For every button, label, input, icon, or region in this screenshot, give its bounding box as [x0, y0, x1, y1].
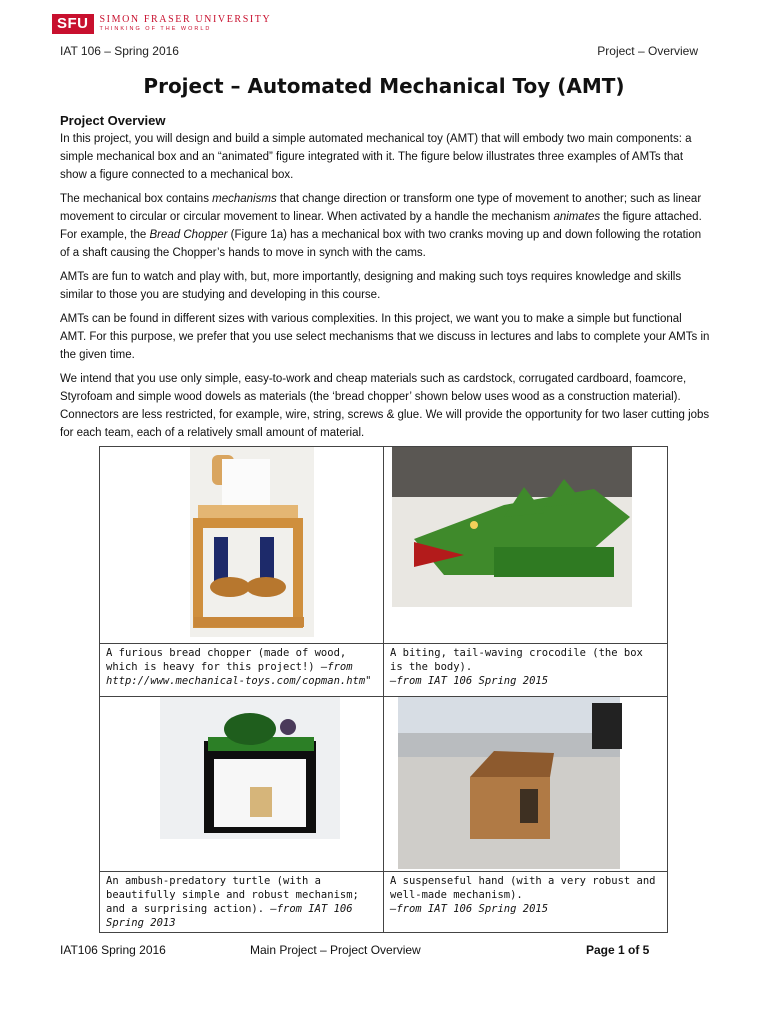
figure-cell-turtle: [100, 697, 384, 872]
footer-title: Main Project – Project Overview: [250, 943, 421, 957]
caption-source: –from IAT 106 Spring 2015: [390, 675, 549, 687]
caption-bread-chopper: [100, 644, 384, 697]
paragraph-intro: In this project, you will design and build a simple automated mechanical toy (AMT) that will embody two main components: a simple mechanical box and an “animated” figure integrated with it. The figure below illustrates three examples of AMTs that show a figure connected to a mechanical box.: [60, 133, 692, 181]
figure-cell-bread-chopper: [100, 447, 384, 644]
crocodile-photo: [384, 447, 667, 643]
turtle-photo: [100, 697, 383, 871]
sfu-logo: [52, 14, 271, 34]
logo-mark-text: SFU: [57, 15, 89, 32]
bread-chopper-photo: [100, 447, 383, 643]
paragraph-materials: We intend that you use only simple, easy-to-work and cheap materials such as cardstock, corrugated cardboard, foamcore, Styrofoam and simple wood dowels as materials (the ‘bread chopper’ shown below uses wood as a construction material). Connectors are less restricted, for example, wire, string, screws & glue. We will provide the opportunity for two laser cutting jobs for each team, each of a relatively small amount of material.: [60, 373, 710, 439]
paragraph-mechanism: [60, 190, 710, 262]
caption-text: An ambush-predatory turtle (with a beautifully simple and robust mechanism; and a surprising action).: [106, 875, 359, 915]
mech-text-d: (Figure 1a) has a mechanical box with two cranks moving up and down following the rotation of a shaft causing the Chopper’s hands to move in synch with the cams.: [60, 229, 702, 259]
figure-cell-hand: [384, 697, 668, 872]
section-heading: Project Overview: [60, 113, 166, 128]
caption-turtle: [100, 872, 384, 933]
paragraph-fun: AMTs are fun to watch and play with, but, more importantly, designing and making such toys requires knowledge and skills similar to those you are studying and developing in this course.: [60, 271, 682, 301]
mech-text-a: The mechanical box contains: [60, 193, 213, 205]
header-section: Project – Overview: [597, 44, 698, 58]
logo-university-name: SIMON FRASER UNIVERSITY: [99, 14, 272, 26]
footer-course: IAT106 Spring 2016: [60, 943, 166, 957]
sfu-logo-mark: [52, 14, 94, 34]
mech-text-b: that change direction or transform one type of movement to another; such as linear movement to circular or circular movement to linear. When activated by a handle the mechanism: [60, 193, 702, 223]
mech-em-mechanisms: mechanisms: [212, 193, 277, 205]
figure-cell-crocodile: [384, 447, 668, 644]
mech-em-animates: animates: [553, 211, 601, 223]
caption-source: –from IAT 106 Spring 2013: [106, 903, 353, 929]
logo-text: [100, 15, 272, 33]
caption-crocodile: [384, 644, 668, 697]
caption-text: A suspenseful hand (with a very robust and well-made mechanism).: [390, 875, 656, 901]
footer-page-number: Page 1 of 5: [586, 943, 650, 957]
caption-text: A furious bread chopper (made of wood, which is heavy for this project!): [106, 647, 347, 673]
caption-text: A biting, tail-waving crocodile (the box is the body).: [390, 647, 643, 673]
mech-text-c: the figure attached. For example, the: [60, 211, 702, 241]
logo-tagline: THINKING OF THE WORLD: [99, 26, 212, 33]
document-body: [60, 112, 710, 448]
caption-source: –from http://www.mechanical-toys.com/copman.htm": [106, 661, 372, 687]
figure-table: [99, 446, 668, 933]
hand-photo: [384, 697, 667, 871]
caption-source: –from IAT 106 Spring 2015: [390, 903, 549, 915]
mech-em-bread-chopper: Bread Chopper: [149, 229, 228, 241]
paragraph-sizes: AMTs can be found in different sizes with various complexities. In this project, we want you to make a simple but functional AMT. For this purpose, we prefer that you use select mechanisms that we discuss in lectures and labs to complete your AMTs in the given time.: [60, 313, 710, 361]
header-course: IAT 106 – Spring 2016: [60, 44, 179, 58]
caption-hand: [384, 872, 668, 933]
page-title: Project – Automated Mechanical Toy (AMT): [143, 74, 625, 98]
